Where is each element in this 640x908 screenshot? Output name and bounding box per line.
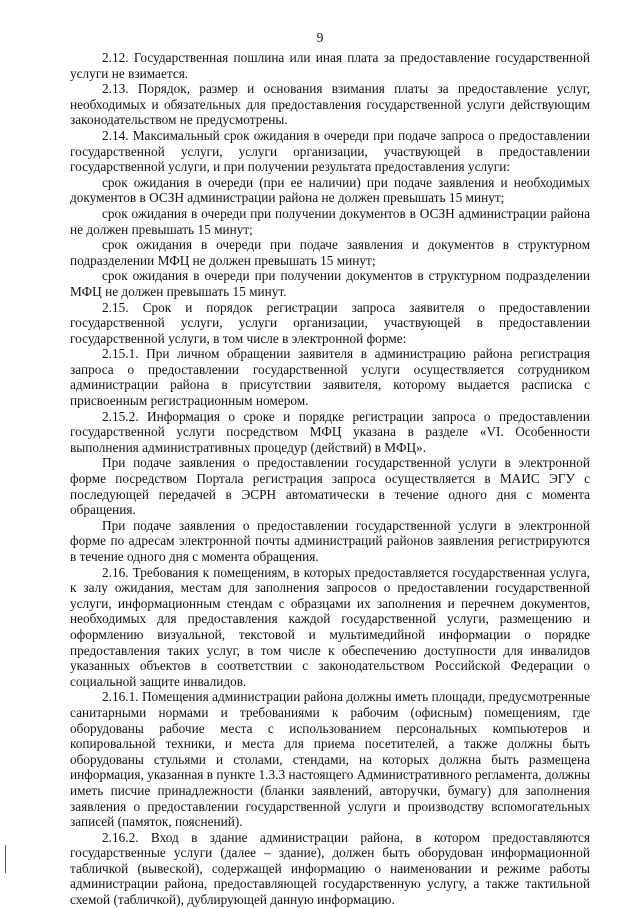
paragraph-2-13: 2.13. Порядок, размер и основания взимания платы за предоставление услуг, необходимых и обязательных для предоставления государственной услуги действующим законодательством не предусмотрены. (70, 81, 590, 128)
document-body (70, 50, 590, 908)
paragraph-queue-osz-receipt: срок ожидания в очереди при получении документов в ОСЗН администрации района не должен превышать 15 минут; (70, 205, 590, 237)
paragraph-2-16-2: 2.16.2. Вход в здание администрации района, в котором предоставляются государственные услуги (далее – здание), должен быть оборудован информационной табличкой (вывеской), содержащей информацию о наименовании и режиме работы администрации района, предоставляющей государственную услугу, а также тактильной схемой (табличкой), дублирующей данную информацию. (70, 829, 590, 908)
paragraph-2-16: 2.16. Требования к помещениям, в которых предоставляется государственная услуга, к залу ожидания, местам для заполнения запросов о предоставлении государственной услуги, информационным стендам с образцами их заполнения и перечнем документов, необходимых для предоставления каждой государственной услуги, размещению и оформлению визуальной, текстовой и мультимедийной информации о порядке предоставления таких услуг, в том числе к обеспечению доступности для инвалидов указанных объектов в соответствии с законодательством Российской Федерации о социальной защите инвалидов. (70, 564, 590, 689)
paragraph-2-15: 2.15. Срок и порядок регистрации запроса заявителя о предоставлении государственной услуги, услуги организации, участвующей в предоставлении государственной услуги, в том числе в электронной форме: (70, 299, 590, 346)
paragraph-2-15-2: 2.15.2. Информация о сроке и порядке регистрации запроса о предоставлении государственной услуги посредством МФЦ указана в разделе «VI. Особенности выполнения административных процедур (действий) в МФЦ». (70, 408, 590, 455)
paragraph-2-15-1: 2.15.1. При личном обращении заявителя в администрацию района регистрация запроса о предоставлении государственной услуги осуществляется сотрудником администрации района в присутствии заявителя, которому выдается расписка с присвоенным регистрационным номером. (70, 346, 590, 409)
paragraph-queue-mfc-receipt: срок ожидания в очереди при получении документов в структурном подразделении МФЦ не должен превышать 15 минут. (70, 268, 590, 299)
paragraph-2-14: 2.14. Максимальный срок ожидания в очереди при подаче запроса о предоставлении государственной услуги, услуги организации, участвующей в предоставлении государственной услуги, и при получении результата предоставления услуги: (70, 127, 590, 175)
paragraph-queue-mfc-submission: срок ожидания в очереди при подаче заявления и документов в структурном подразделении МФЦ не должен превышать 15 минут; (70, 237, 590, 268)
paragraph-2-16-1: 2.16.1. Помещения администрации района должны иметь площади, предусмотренные санитарными нормами и требованиями к рабочим (офисным) помещениям, где оборудованы рабочие места с использованием персональных компьютеров и копировальной техники, и места для приема посетителей, а также должны быть оборудованы стульями и столами, стендами, на которых должна быть размещена информация, указанная в пункте 1.3.3 настоящего Административного регламента, должны иметь писчие принадлежности (бланки заявлений, авторучки, бумагу) для заполнения заявления о предоставлении государственной услуги и производству вспомогательных записей (памяток, пояснений). (70, 689, 590, 830)
page-number: 9 (316, 30, 324, 45)
paragraph-portal-registration: При подаче заявления о предоставлении государственной услуги в электронной форме посредством Портала регистрация запроса осуществляется в МАИС ЭГУ с последующей передачей в ЭСРН автоматически в течение одного дня с момента обращения. (70, 455, 590, 518)
scan-edge-mark (5, 845, 6, 873)
paragraph-email-registration: При подаче заявления о предоставлении государственной услуги в электронной форме по адресам электронной почты администраций районов заявления регистрируются в течение одного дня с момента обращения. (70, 517, 590, 564)
paragraph-2-12: 2.12. Государственная пошлина или иная плата за предоставление государственной услуги не взимается. (70, 50, 590, 81)
paragraph-queue-osz-submission: срок ожидания в очереди (при ее наличии) при подаче заявления и необходимых документов в ОСЗН администрации района не должен превышать 15 минут; (70, 174, 590, 206)
